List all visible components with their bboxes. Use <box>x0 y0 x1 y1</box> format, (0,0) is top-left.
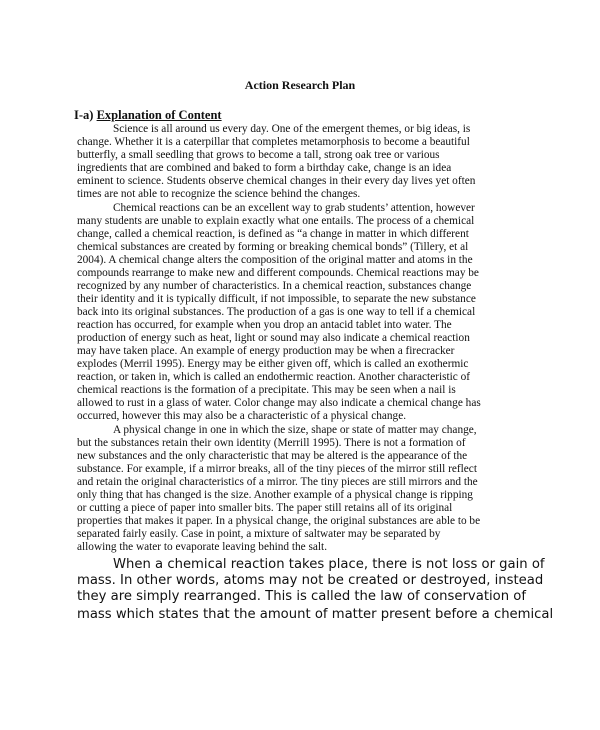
text-line: allowed to rust in a glass of water. Color change may also indicate a chemical change has <box>77 397 481 409</box>
text-line: substance. For example, if a mirror breaks, all of the tiny pieces of the mirror still reflect <box>77 463 477 475</box>
page-bottom-margin <box>0 622 600 730</box>
text-line: eminent to science. Students observe chemical changes in their every day lives yet often <box>77 175 476 187</box>
text-line: many students are unable to explain exactly what one entails. The process of a chemical <box>77 215 475 227</box>
text-line: they are simply rearranged. This is called the law of conservation of <box>77 589 526 604</box>
section-heading <box>74 108 222 123</box>
text-line: properties that makes it paper. In a physical change, the original substances are able to be <box>77 515 481 527</box>
text-line: chemical reactions is the formation of a precipitate. This may be seen when a nail is <box>77 384 456 396</box>
text-line: reaction has occurred, for example when you drop an antacid tablet into water. The <box>77 319 452 331</box>
text-line: recognized by any number of characteristics. In a chemical reaction, substances change <box>77 280 472 292</box>
section-title: Explanation of Content <box>96 108 222 122</box>
section-number: I-a) <box>74 108 94 122</box>
text-line: change. Whether it is a caterpillar that completes metamorphosis to become a beautiful <box>77 136 470 148</box>
text-line: back into its original substances. The production of a gas is one way to tell if a chemical <box>77 306 476 318</box>
text-line: times are not able to recognize the science behind the changes. <box>77 188 361 200</box>
text-line: separated fairly easily. Case in point, a mixture of saltwater may be separated by <box>77 528 441 540</box>
text-line: mass. In other words, atoms may not be created or destroyed, instead <box>77 573 544 588</box>
text-line: butterfly, a small seedling that grows to become a tall, strong oak tree or various <box>77 149 440 161</box>
text-line: When a chemical reaction takes place, there is not loss or gain of <box>113 557 545 572</box>
document-title: Action Research Plan <box>244 78 356 92</box>
text-line: chemical substances are created by forming or breaking chemical bonds” (Tillery, et al <box>77 241 469 253</box>
text-line: reaction, or taken in, which is called an endothermic reaction. Another characteristic of <box>77 371 471 383</box>
text-line: or cutting a piece of paper into smaller bits. The paper still retains all of its original <box>77 502 453 514</box>
text-line: allowing the water to evaporate leaving behind the salt. <box>77 541 328 553</box>
text-line: Science is all around us every day. One of the emergent themes, or big ideas, is <box>113 123 471 135</box>
text-line: 2004). A chemical change alters the composition of the original matter and atoms in the <box>77 254 473 266</box>
text-line: ingredients that are combined and baked to form a birthday cake, change is an idea <box>77 162 452 174</box>
text-line: but the substances retain their own identity (Merrill 1995). There is not a formation of <box>77 437 466 449</box>
text-line: only thing that has changed is the size. Another example of a physical change is ripping <box>77 489 473 501</box>
text-line: new substances and the only characteristic that may be altered is the appearance of the <box>77 450 468 462</box>
text-line: change, called a chemical reaction, is defined as “a change in matter in which different <box>77 228 469 240</box>
text-line: A physical change in one in which the size, shape or state of matter may change, <box>113 424 477 436</box>
text-line: explodes (Merril 1995). Energy may be either given off, which is called an exothermic <box>77 358 469 370</box>
text-line: occurred, however this may also be a characteristic of a physical change. <box>77 410 407 422</box>
text-line: compounds rearrange to make new and different compounds. Chemical reactions may be <box>77 267 479 279</box>
text-line: production of energy such as heat, light or sound may also indicate a chemical reaction <box>77 332 470 344</box>
text-line: their identity and it is typically difficult, if not impossible, to separate the new substance <box>77 293 476 305</box>
text-line: may have taken place. An example of energy production may be when a firecracker <box>77 345 455 357</box>
text-line: and retain the original characteristics of a mirror. The tiny pieces are still mirrors and the <box>77 476 478 488</box>
text-line: mass which states that the amount of matter present before a chemical <box>77 607 554 622</box>
text-line: Chemical reactions can be an excellent way to grab students’ attention, however <box>113 202 475 214</box>
